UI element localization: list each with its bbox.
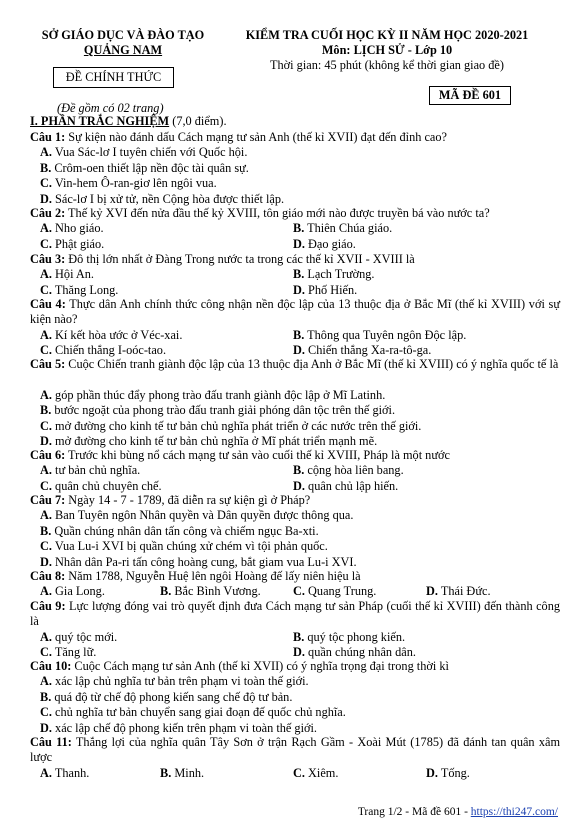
option-c bbox=[40, 479, 162, 494]
question-text: Trước khi bùng nổ cách mạng tư sản vào cuối thế kỉ XVIII, Pháp là một nước bbox=[68, 448, 450, 462]
option-text: quá độ từ chế độ phong kiến sang chế độ tư bản. bbox=[54, 689, 293, 704]
option-text: Thông qua Tuyên ngôn Độc lập. bbox=[307, 327, 467, 342]
question-text: Cuộc Chiến tranh giành độc lập của 13 thuộc địa Anh ở Bắc Mĩ (thế kỉ XVIII) có ý nghĩa quốc tế là bbox=[68, 357, 559, 371]
option-text: Thanh. bbox=[54, 765, 90, 780]
option-text: bước ngoặt của phong trào đấu tranh giải phóng dân tộc trên thế giới. bbox=[54, 403, 396, 418]
option-d bbox=[40, 721, 317, 736]
option-a bbox=[40, 674, 309, 689]
question-label: Câu 9: bbox=[30, 599, 66, 613]
option-text: Sác-lơ I bị xử tử, nền Cộng hòa được thiết lập. bbox=[55, 191, 285, 206]
option-text: xác lập chế độ phong kiến trên phạm vi toàn thế giới. bbox=[55, 720, 317, 735]
question-label: Câu 1: bbox=[30, 130, 66, 144]
option-key: D. bbox=[293, 478, 305, 493]
question-text: Thế kỷ XVI đến nửa đầu thế kỷ XVIII, tôn giáo mới nào được truyền bá vào nước ta? bbox=[68, 206, 490, 220]
option-a bbox=[40, 328, 182, 343]
option-text: Xiêm. bbox=[308, 765, 339, 780]
option-text: Gia Long. bbox=[55, 584, 105, 599]
issuer-line1: SỞ GIÁO DỤC VÀ ĐÀO TẠO bbox=[41, 28, 205, 42]
question-label: Câu 3: bbox=[30, 252, 66, 266]
option-key: D. bbox=[293, 236, 305, 251]
issuer-line2: QUẢNG NAM bbox=[83, 43, 163, 57]
option-d bbox=[293, 283, 357, 298]
option-text: quý tộc phong kiến. bbox=[307, 629, 406, 644]
option-text: chủ nghĩa tư bản chuyển sang giai đoạn đế quốc chủ nghĩa. bbox=[55, 705, 346, 720]
option-text: Nhân dân Pa-ri tấn công hoàng cung, bắt giam vua Lu-i XVI. bbox=[55, 554, 357, 569]
option-text: Thăng Long. bbox=[54, 282, 119, 297]
option-key: D. bbox=[293, 343, 305, 358]
option-a bbox=[40, 508, 353, 523]
option-text: Hội An. bbox=[55, 267, 94, 282]
footer-link[interactable]: https://thi247.com/ bbox=[470, 806, 558, 818]
footer-text: Trang 1/2 - Mã đề 601 - bbox=[357, 806, 471, 818]
question-label: Câu 5: bbox=[30, 357, 66, 371]
question-text: Ngày 14 - 7 - 1789, đã diễn ra sự kiện gì ở Pháp? bbox=[68, 493, 311, 507]
option-key: C. bbox=[40, 236, 52, 251]
time-line: Thời gian: 45 phút (không kể thời gian giao đề) bbox=[270, 58, 504, 72]
option-d bbox=[293, 479, 398, 494]
question-5 bbox=[30, 357, 560, 372]
option-b bbox=[293, 221, 392, 236]
question-10 bbox=[30, 659, 560, 674]
option-b bbox=[40, 161, 249, 176]
option-text: Phật giáo. bbox=[55, 236, 105, 251]
option-text: Vin-hem Ô-ran-giơ lên ngôi vua. bbox=[54, 176, 217, 191]
exam-code-box: MÃ ĐỀ 601 bbox=[429, 86, 511, 105]
option-d bbox=[293, 237, 356, 252]
option-key: C. bbox=[40, 705, 52, 720]
option-b bbox=[160, 766, 204, 781]
option-key: B. bbox=[40, 403, 52, 418]
option-key: C. bbox=[40, 418, 52, 433]
option-text: xác lập chủ nghĩa tư bản trên phạm vi toàn thế giới. bbox=[55, 674, 309, 689]
option-text: Quang Trung. bbox=[308, 584, 377, 599]
option-b bbox=[293, 463, 404, 478]
option-c bbox=[40, 705, 346, 720]
option-c bbox=[40, 237, 104, 252]
option-text: Thái Đức. bbox=[440, 584, 491, 599]
option-key: C. bbox=[293, 584, 305, 599]
option-key: C. bbox=[40, 478, 52, 493]
subject-line: Môn: LỊCH SỬ - Lớp 10 bbox=[321, 43, 453, 57]
option-key: C. bbox=[40, 282, 52, 297]
option-text: Chiến thắng I-oóc-tao. bbox=[55, 343, 167, 358]
option-text: Chiến thắng Xa-ra-tô-ga. bbox=[308, 343, 432, 358]
question-text: Lực lượng đóng vai trò quyết định đưa Cách mạng tư sản Pháp (cuối thế kỉ XVIII) đến thành công là bbox=[30, 599, 561, 629]
option-b bbox=[40, 524, 319, 539]
option-key: A. bbox=[40, 463, 52, 478]
option-key: D. bbox=[426, 765, 438, 780]
option-text: góp phần thúc đẩy phong trào đấu tranh giành độc lập ở Mĩ Latinh. bbox=[55, 387, 386, 402]
option-a bbox=[40, 388, 385, 403]
option-key: C. bbox=[40, 176, 52, 191]
option-key: D. bbox=[426, 584, 438, 599]
question-label: Câu 11: bbox=[30, 735, 72, 749]
option-text: mở đường cho kinh tế tư bản chủ nghĩa ở Mĩ phát triển mạnh mẽ. bbox=[55, 434, 378, 448]
option-a bbox=[40, 463, 140, 478]
option-key: D. bbox=[40, 554, 52, 569]
option-text: Quần chúng nhân dân tấn công và chiếm ngục Ba-xti. bbox=[54, 523, 319, 538]
question-text: Cuộc Cách mạng tư sản Anh (thế kỉ XVII) có ý nghĩa trọng đại trong thời kì bbox=[74, 659, 449, 673]
option-key: D. bbox=[40, 434, 52, 448]
option-key: A. bbox=[40, 629, 52, 644]
option-d bbox=[426, 584, 491, 599]
option-b bbox=[160, 584, 261, 599]
option-key: A. bbox=[40, 145, 52, 160]
option-b bbox=[40, 403, 395, 418]
option-text: Kí kết hòa ước ở Véc-xai. bbox=[55, 327, 183, 342]
option-text: Phố Hiến. bbox=[308, 282, 358, 297]
option-key: B. bbox=[293, 629, 305, 644]
section-points: (7,0 điểm). bbox=[172, 114, 227, 128]
section-title: I. PHẦN TRẮC NGHIỆM bbox=[30, 114, 170, 128]
question-text: Sự kiện nào đánh dấu Cách mạng tư sản Anh (thế kỉ XVII) đạt đến đỉnh cao? bbox=[68, 130, 447, 144]
option-c bbox=[40, 539, 328, 554]
option-key: C. bbox=[40, 645, 52, 660]
option-c bbox=[40, 283, 118, 298]
option-key: C. bbox=[40, 343, 52, 358]
option-text: tư bản chủ nghĩa. bbox=[55, 463, 141, 478]
option-text: quý tộc mới. bbox=[55, 629, 118, 644]
option-text: Tăng lữ. bbox=[54, 645, 97, 660]
option-text: Đạo giáo. bbox=[308, 236, 356, 251]
option-text: Thiên Chúa giáo. bbox=[307, 221, 393, 236]
option-key: B. bbox=[160, 765, 172, 780]
option-key: A. bbox=[40, 584, 52, 599]
option-text: quân chủ chuyên chế. bbox=[55, 478, 162, 493]
option-text: quần chúng nhân dân. bbox=[308, 645, 416, 660]
option-text: Lạch Trường. bbox=[307, 267, 375, 282]
option-key: D. bbox=[293, 645, 305, 660]
option-key: A. bbox=[40, 267, 52, 282]
option-key: C. bbox=[293, 765, 305, 780]
question-4 bbox=[30, 297, 560, 328]
option-text: Crôm-oen thiết lập nền độc tài quân sự. bbox=[54, 160, 249, 175]
option-key: B. bbox=[40, 160, 52, 175]
page-footer bbox=[358, 806, 558, 818]
option-key: A. bbox=[40, 674, 52, 689]
question-text: Thực dân Anh chính thức công nhận nền độc lập của 13 thuộc địa ở Bắc Mĩ (thế kỉ XVIII) với sự kiện nào? bbox=[30, 297, 560, 327]
question-label: Câu 7: bbox=[30, 493, 66, 507]
option-text: Ban Tuyên ngôn Nhân quyền và Dân quyền được thông qua. bbox=[55, 508, 354, 523]
option-d bbox=[426, 766, 470, 781]
option-a bbox=[40, 145, 247, 160]
option-c bbox=[293, 584, 376, 599]
option-b bbox=[40, 690, 292, 705]
option-text: Vua Lu-i XVI bị quần chúng xử chém vì tội phản quốc. bbox=[54, 539, 328, 554]
option-key: A. bbox=[40, 387, 52, 402]
question-text: Năm 1788, Nguyễn Huệ lên ngôi Hoàng đế lấy niên hiệu là bbox=[68, 569, 361, 583]
question-9 bbox=[30, 599, 560, 630]
option-key: A. bbox=[40, 508, 52, 523]
option-b bbox=[293, 328, 466, 343]
option-key: B. bbox=[293, 327, 305, 342]
option-text: Tống. bbox=[440, 765, 470, 780]
option-key: A. bbox=[40, 327, 52, 342]
question-label: Câu 2: bbox=[30, 206, 66, 220]
option-key: B. bbox=[40, 523, 52, 538]
exam-title: KIỂM TRA CUỐI HỌC KỲ II NĂM HỌC 2020-2021 bbox=[245, 28, 529, 42]
pages-note: (Đề gồm có 02 trang) bbox=[57, 101, 164, 115]
option-text: Nho giáo. bbox=[55, 221, 104, 236]
option-text: mở đường cho kinh tế tư bản chủ nghĩa phát triển ở các nước trên thế giới. bbox=[55, 418, 422, 433]
official-box: ĐỀ CHÍNH THỨC bbox=[53, 67, 174, 88]
option-text: Vua Sác-lơ I tuyên chiến với Quốc hội. bbox=[54, 145, 248, 160]
option-key: B. bbox=[293, 463, 305, 478]
option-key: C. bbox=[40, 539, 52, 554]
question-label: Câu 6: bbox=[30, 448, 66, 462]
option-key: D. bbox=[40, 720, 52, 735]
option-key: B. bbox=[293, 267, 305, 282]
option-text: cộng hòa liên bang. bbox=[307, 463, 404, 478]
question-label: Câu 4: bbox=[30, 297, 66, 311]
question-text: Đô thị lớn nhất ở Đàng Trong nước ta trong các thế kỉ XVII - XVIII là bbox=[68, 252, 415, 266]
option-key: D. bbox=[40, 191, 52, 206]
section-heading bbox=[30, 114, 227, 129]
option-key: A. bbox=[40, 765, 52, 780]
option-c bbox=[293, 766, 338, 781]
option-a bbox=[40, 766, 89, 781]
option-key: D. bbox=[293, 282, 305, 297]
question-7 bbox=[30, 493, 560, 508]
option-key: B. bbox=[293, 221, 305, 236]
option-text: Minh. bbox=[174, 765, 205, 780]
option-text: quân chủ lập hiến. bbox=[308, 478, 399, 493]
option-d bbox=[40, 555, 357, 570]
question-1 bbox=[30, 130, 560, 145]
option-a bbox=[40, 584, 105, 599]
option-key: B. bbox=[40, 689, 52, 704]
question-text: Thắng lợi của nghĩa quân Tây Sơn ở trận Rạch Gầm - Xoài Mút (1785) đã đánh tan quân xâm lược bbox=[30, 735, 561, 765]
option-b bbox=[293, 630, 405, 645]
option-a bbox=[40, 267, 94, 282]
option-d bbox=[40, 192, 284, 207]
question-11 bbox=[30, 735, 560, 766]
option-a bbox=[40, 630, 117, 645]
option-key: B. bbox=[160, 584, 172, 599]
option-a bbox=[40, 221, 104, 236]
question-2 bbox=[30, 206, 560, 221]
option-c bbox=[40, 419, 421, 434]
option-key: A. bbox=[40, 221, 52, 236]
question-3 bbox=[30, 252, 560, 267]
question-6 bbox=[30, 448, 560, 463]
question-label: Câu 10: bbox=[30, 659, 72, 673]
option-b bbox=[293, 267, 375, 282]
question-8 bbox=[30, 569, 560, 584]
option-text: Bắc Bình Vương. bbox=[174, 584, 261, 599]
option-c bbox=[40, 176, 217, 191]
question-label: Câu 8: bbox=[30, 569, 66, 583]
